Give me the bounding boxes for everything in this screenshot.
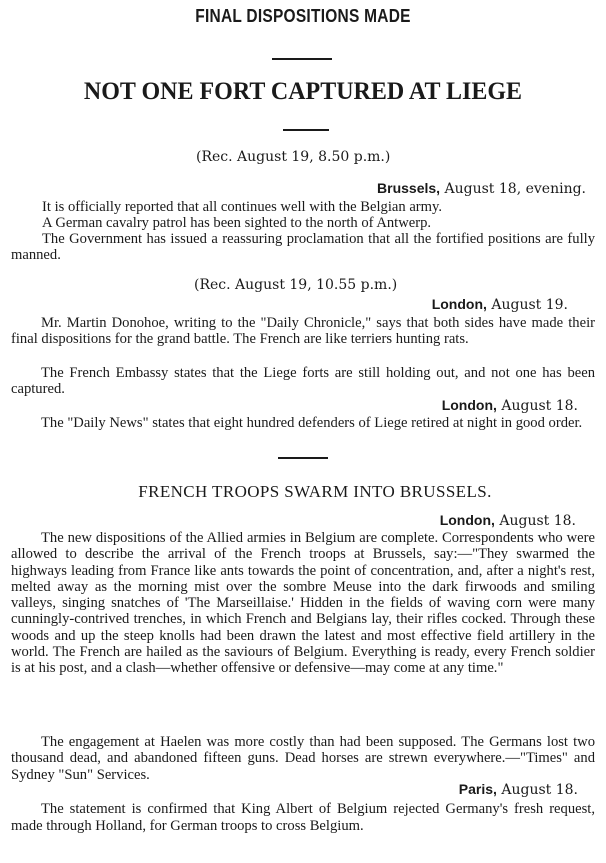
place-date: August 19. [491,297,568,313]
place-date-paris [459,781,578,798]
received-dateline-1: (Rec. August 19, 8.50 p.m.) [196,149,391,165]
paragraph-french-embassy: The French Embassy states that the Liege forts are still holding out, and not one has been captured. [11,365,595,397]
paragraph-proclamation: The Government has issued a reassuring proclamation that all the fortified positions are fully manned. [11,231,595,263]
paragraph-haelen-engagement: The engagement at Haelen was more costly than had been supposed. The Germans lost two thousand dead, and abandoned fifteen guns. Dead horses are strewn everywhere.—"Times" and Sydney "Sun" Services. [11,734,595,783]
place-name: London, [439,512,495,528]
headline-rule [272,58,332,60]
place-date: August 18, evening. [444,181,586,197]
place-date: August 18. [499,513,576,529]
place-date-london-2 [442,397,578,414]
place-name: Paris, [458,781,497,797]
place-date: August 18. [501,398,578,414]
paragraph-daily-chronicle: Mr. Martin Donohoe, writing to the "Daily Chronicle," says that both sides have made their final dispositions for the grand battle. The French are like terriers hunting rats. [11,315,595,347]
paragraph-belgian-army: It is officially reported that all continues well with the Belgian army. [42,199,443,215]
headline: FINAL DISPOSITIONS MADE [195,6,411,26]
section-rule [278,457,328,459]
paragraph-daily-news: The "Daily News" states that eight hundred defenders of Liege retired at night in good order. [41,415,583,431]
place-name: Brussels, [377,180,441,196]
place-date-brussels [377,180,586,197]
section-title-brussels: FRENCH TROOPS SWARM INTO BRUSSELS. [138,482,492,501]
paragraph-king-albert: The statement is confirmed that King Albert of Belgium rejected Germany's fresh request, made through Holland, for German troops to cross Belgium. [11,801,595,834]
subheadline: NOT ONE FORT CAPTURED AT LIEGE [83,78,523,105]
place-date: August 18. [501,782,578,798]
paragraph-allied-dispositions: The new dispositions of the Allied armies in Belgium are complete. Correspondents who were allowed to describe the arrival of the French troops at Brussels, say:—"They swarmed the highways leading from France like ants towards the point of concentration, and, after a night's rest, melted away as the morning mist over the sombre Meuse into the dark firwoods and smiling valleys, singing snatches of 'The Marseillaise.' Hidden in the fields of waving corn were many cunningly-contrived trenches, in which French and Belgians lay, their rifles cocked. Through these woods and up the steep knolls had been drawn the latest and most effective field artillery in the world. The French are hailed as the saviours of Belgium. Everything is ready, every French soldier is at his post, and a clash—whether offensive or defensive—may come at any time." [11,530,595,677]
place-date-london-3 [440,512,576,529]
subheadline-rule [283,129,329,131]
received-dateline-2: (Rec. August 19, 10.55 p.m.) [194,277,398,293]
paragraph-cavalry-patrol: A German cavalry patrol has been sighted to the north of Antwerp. [42,215,432,231]
place-date-london-1 [432,296,568,313]
place-name: London, [441,397,497,413]
place-name: London, [431,296,487,312]
